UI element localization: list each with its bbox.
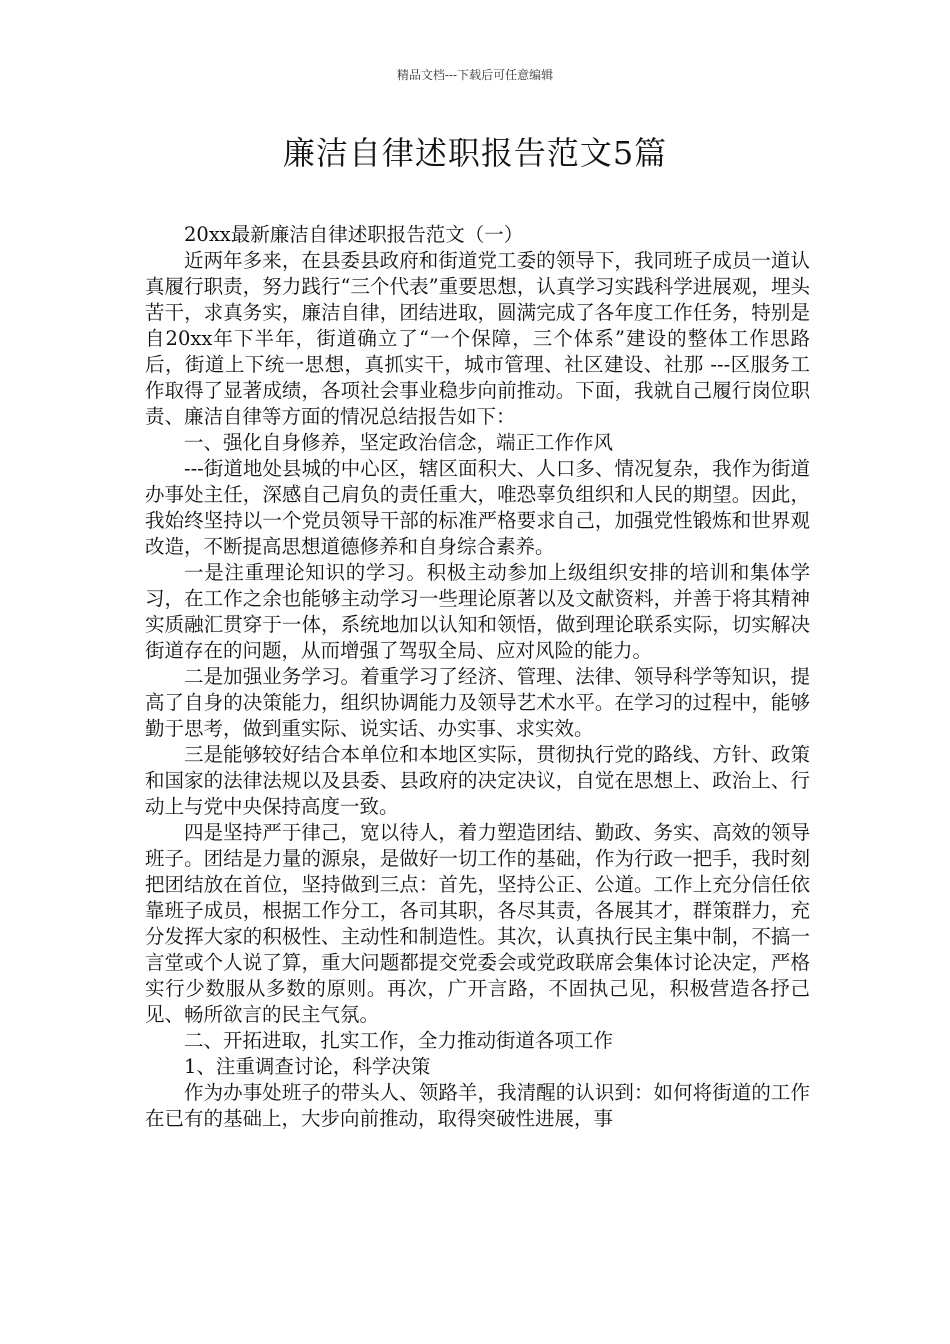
paragraph: 二是加强业务学习。着重学习了经济、管理、法律、领导科学等知识，提高了自身的决策能力，组织协调能力及领导艺术水平。在学习的过程中，能够勤于思考，做到重实际、说实话、办实事、求实效。 (145, 665, 810, 740)
paragraph: 1、注重调查讨论，科学决策 (184, 1055, 431, 1078)
document-title: 廉洁自律述职报告范文5篇 (282, 134, 668, 172)
paragraph: 三是能够较好结合本单位和本地区实际，贯彻执行党的路线、方针、政策和国家的法律法规以及县委、县政府的决定决议，自觉在思想上、政治上、行动上与党中央保持高度一致。 (145, 743, 810, 818)
paragraph: 作为办事处班子的带头人、领路羊，我清醒的认识到：如何将街道的工作在已有的基础上，大步向前推动，取得突破性进展，事 (145, 1081, 810, 1130)
paragraph: 一、强化自身修养，坚定政治信念，端正工作作风 (184, 431, 614, 454)
paragraph: 二、开拓进取，扎实工作，全力推动街道各项工作 (184, 1029, 614, 1052)
paragraph: 近两年多来，在县委县政府和街道党工委的领导下，我同班子成员一道认真履行职责，努力践行“三个代表”重要思想，认真学习实践科学进展观，埋头苦干，求真务实，廉洁自律，团结进取，圆满完成了各年度工作任务，特别是自20xx年下半年，街道确立了“一个保障，三个体系”建设的整体工作思路后，街道上下统一思想，真抓实干，城市管理、社区建设、社那 ---区服务工作取得了显著成绩，各项社会事业稳步向前推动。下面，我就自己履行岗位职责、廉洁自律等方面的情况总结报告如下： (145, 249, 810, 428)
paragraph: 四是坚持严于律己，宽以待人，着力塑造团结、勤政、务实、高效的领导班子。团结是力量的源泉，是做好一切工作的基础，作为行政一把手，我时刻把团结放在首位，坚持做到三点：首先，坚持公正、公道。工作上充分信任依靠班子成员，根据工作分工，各司其职，各尽其责，各展其才，群策群力，充分发挥大家的积极性、主动性和制造性。其次，认真执行民主集中制，不搞一言堂或个人说了算，重大问题都提交党委会或党政联席会集体讨论决定，严格实行少数服从多数的原则。再次，广开言路，不固执己见，积极营造各抒己见、畅所欲言的民主气氛。 (145, 821, 810, 1026)
paragraph: ---街道地处县城的中心区，辖区面积大、人口多、情况复杂，我作为街道办事处主任，深感自己肩负的责任重大，唯恐辜负组织和人民的期望。因此，我始终坚持以一个党员领导干部的标准严格要求自己，加强党性锻炼和世界观改造，不断提高思想道德修养和自身综合素养。 (145, 457, 810, 558)
document-body (145, 222, 810, 1132)
page-header: 精品文档---下载后可任意编辑 (396, 68, 554, 82)
section-subtitle: 20xx最新廉洁自律述职报告范文（一） (184, 223, 524, 246)
paragraph: 一是注重理论知识的学习。积极主动参加上级组织安排的培训和集体学习，在工作之余也能够主动学习一些理论原著以及文献资料，并善于将其精神实质融汇贯穿于一体，系统地加以认知和领悟，做到理论联系实际，切实解决街道存在的问题，从而增强了驾驭全局、应对风险的能力。 (145, 561, 810, 662)
